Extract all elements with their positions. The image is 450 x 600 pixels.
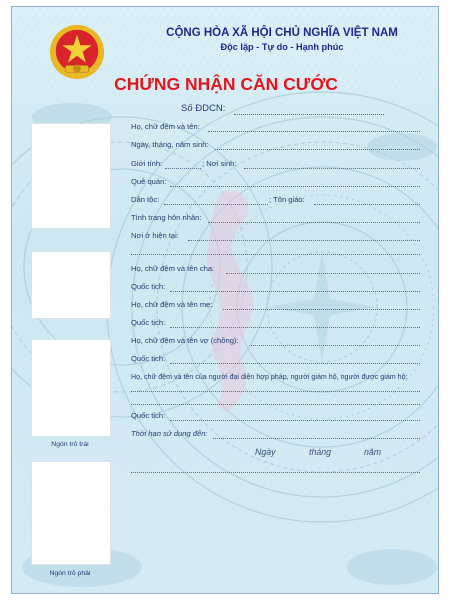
portrait-photo-box: [31, 123, 111, 229]
signature-line: [131, 472, 420, 473]
field-hon-nhan-line: [208, 222, 420, 223]
field-ho-ten: Họ, chữ đệm và tên:: [131, 122, 200, 131]
date-month-label: tháng: [309, 447, 332, 457]
field-noi-o-line-2: [131, 254, 420, 255]
field-ho-ten-me-line: [223, 309, 420, 310]
field-quoc-tich-me: Quốc tịch:: [131, 318, 166, 327]
field-que-quan-line: [170, 186, 420, 187]
field-quoc-tich-me-line: [170, 327, 420, 328]
field-ho-ten-cha: Họ, chữ đệm và tên cha:: [131, 264, 215, 273]
document-title: CHỨNG NHẬN CĂN CƯỚC: [114, 74, 338, 94]
field-quoc-tich-vo-chong-line: [170, 363, 420, 364]
field-que-quan: Quê quán:: [131, 177, 167, 186]
national-motto: Độc lập - Tự do - Hạnh phúc: [220, 42, 344, 52]
nation-name: CỘNG HÒA XÃ HỘI CHỦ NGHĨA VIỆT NAM: [166, 27, 398, 39]
date-year-label: năm: [364, 447, 382, 457]
field-thoi-han: Thời hạn sử dụng đến:: [131, 429, 208, 438]
field-ho-ten-vo-chong: Họ, chữ đệm và tên vợ (chồng):: [131, 336, 239, 345]
field-dan-toc: Dân tộc:: [131, 195, 160, 204]
field-ho-ten-cha-line: [226, 273, 420, 274]
field-dai-dien-line-2: [131, 404, 420, 405]
right-fingerprint-label: Ngón trỏ phải: [49, 570, 91, 577]
field-noi-sinh: ; Nơi sinh:: [202, 159, 237, 168]
document-header: [132, 27, 432, 52]
field-quoc-tich-cha: Quốc tịch:: [131, 282, 166, 291]
field-quoc-tich-vo-chong: Quốc tịch:: [131, 354, 166, 363]
field-ton-giao-line: [314, 204, 420, 205]
so-ddcn-label: Số ĐDCN:: [181, 103, 226, 114]
field-noi-sinh-line: [244, 168, 420, 169]
field-quoc-tich-dai-dien: Quốc tịch:: [131, 411, 166, 420]
field-noi-o: Nơi ở hiện tại:: [131, 231, 179, 240]
field-gioi-tinh-line: [165, 168, 201, 169]
field-ho-ten-vo-chong-line: [251, 345, 420, 346]
date-day-label: Ngày: [255, 447, 276, 457]
left-fingerprint-label: Ngón trỏ trái: [51, 441, 89, 448]
field-dai-dien: Họ, chữ đệm và tên của người đại diện hợp pháp, người giám hộ, người được giám hộ:: [131, 373, 408, 381]
secondary-photo-box: [31, 251, 111, 319]
field-dan-toc-line: [164, 204, 268, 205]
field-quoc-tich-dai-dien-line: [170, 420, 420, 421]
field-ngay-sinh: Ngày, tháng, năm sinh:: [131, 140, 209, 149]
national-emblem-icon: [48, 23, 106, 81]
left-fingerprint-box: [31, 339, 111, 437]
so-ddcn-line: [234, 114, 384, 115]
field-ngay-sinh-line: [215, 149, 420, 150]
field-noi-o-line: [188, 240, 420, 241]
field-ho-ten-line: [208, 131, 420, 132]
field-hon-nhan: Tình trạng hôn nhân:: [131, 213, 202, 222]
field-dai-dien-line-1: [131, 391, 420, 392]
field-thoi-han-line: [213, 438, 420, 439]
field-ho-ten-me: Họ, chữ đệm và tên mẹ:: [131, 300, 213, 309]
right-fingerprint-box: [31, 461, 111, 565]
field-quoc-tich-cha-line: [170, 291, 420, 292]
identity-certificate-form: [11, 6, 439, 594]
field-ton-giao: ; Tôn giáo:: [269, 195, 305, 204]
field-gioi-tinh: Giới tính:: [131, 159, 163, 168]
